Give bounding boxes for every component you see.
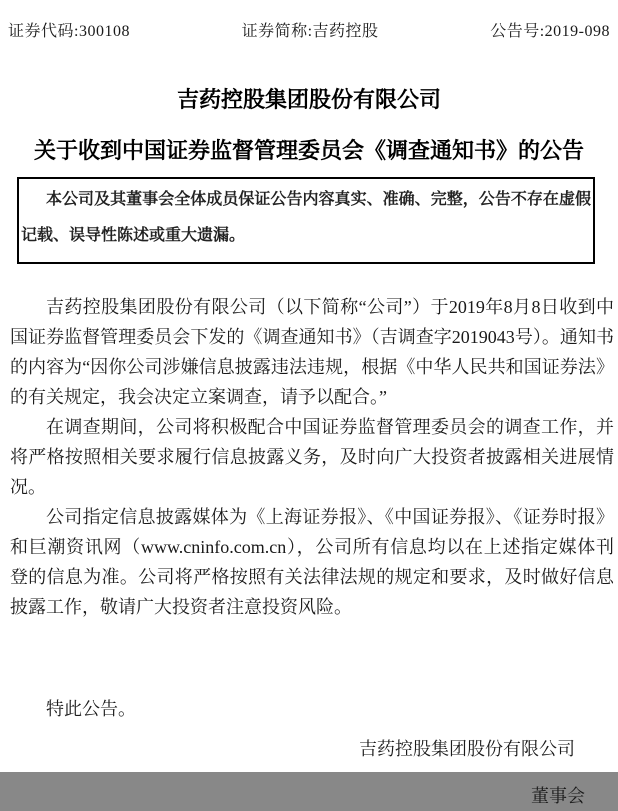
title-company-name: 吉药控股集团股份有限公司: [176, 87, 441, 112]
announcement-number: 公告号:2019-098: [490, 23, 610, 40]
signature-company: 吉药控股集团股份有限公司: [359, 739, 575, 759]
stock-short-name: 证券简称:吉药控股: [241, 23, 379, 40]
signature-board: 董事会: [531, 786, 585, 806]
document-body: [10, 292, 614, 622]
body-paragraph: 公司指定信息披露媒体为《上海证券报》、《中国证券报》、《证券时报》和巨潮资讯网（www.cninfo.com.cn），公司所有信息均以在上述指定媒体刊登的信息为准。公司将严格按照有关法律法规的规定和要求，及时做好信息披露工作，敬请广大投资者注意投资风险。: [10, 507, 614, 617]
body-paragraph: 在调查期间，公司将积极配合中国证券监督管理委员会的调查工作，并将严格按照相关要求履行信息披露义务，及时向广大投资者披露相关进展情况。: [10, 417, 614, 497]
stock-code: 证券代码:300108: [8, 23, 130, 40]
disclaimer-box: [17, 177, 595, 264]
closing-statement: 特此公告。: [46, 699, 136, 719]
disclaimer-text: 本公司及其董事会全体成员保证公告内容真实、准确、完整，公告不存在虚假记载、误导性陈述或重大遗漏。: [21, 191, 591, 244]
document-header: [0, 0, 618, 41]
body-paragraph: 吉药控股集团股份有限公司（以下简称“公司”）于2019年8月8日收到中国证券监督管理委员会下发的《调查通知书》（吉调查字2019043号）。通知书的内容为“因你公司涉嫌信息披露违法违规，根据《中华人民共和国证券法》的有关规定，我会决定立案调查，请予以配合。”: [10, 297, 614, 407]
title-subject: 关于收到中国证券监督管理委员会《调查通知书》的公告: [33, 138, 584, 163]
